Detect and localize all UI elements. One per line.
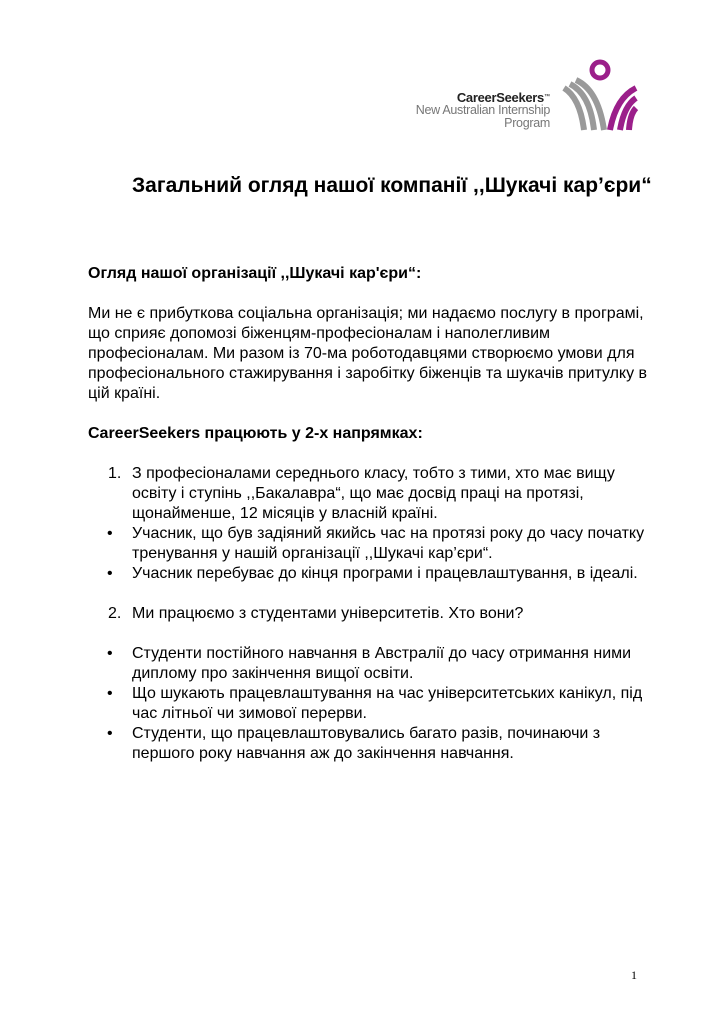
logo-line-2: Program: [504, 116, 550, 130]
bullet-icon: •: [107, 645, 113, 662]
list-item-text: Учасник перебуває до кінця програми і працевлаштування, в ідеалі.: [132, 565, 638, 582]
numbered-item-2: [88, 604, 648, 624]
bullet-icon: •: [107, 565, 113, 582]
logo-arc-purple-3: [629, 108, 636, 130]
bullet-item: [88, 524, 648, 564]
logo-head-ring: [592, 62, 608, 78]
list-item-text: Студенти, що працевлаштовувались багато разів, починаючи з першого року навчання аж до закінчення навчання.: [132, 725, 601, 762]
logo-brand: CareerSeekers: [456, 90, 544, 105]
list-item-text: Учасник, що був задіяний якийсь час на протязі року до часу початку тренування у нашій організації ,,Шукачі кар’єри“.: [132, 525, 645, 562]
list-item-text: Студенти постійного навчання в Австралії до часу отримання ними диплому про закінчення вищої освіти.: [132, 645, 632, 682]
numbered-item-1: [88, 464, 648, 524]
list-number: 1.: [108, 465, 122, 482]
overview-paragraph: Ми не є прибуткова соціальна організація; ми надаємо послугу в програмі, що сприяє допомозі біженцям-професіоналам і наполегливим професіоналам. Ми разом із 70-ма роботодавцями створюємо умови для професіонального стажирування і заробітку біженців та шукачів притулку в цій країні.: [88, 305, 648, 402]
logo-trademark: ™: [544, 94, 550, 100]
bullet-item: [88, 724, 648, 764]
list-item-text: Ми працюємо з студентами університетів. Хто вони?: [132, 605, 524, 622]
page-number: 1: [631, 968, 637, 982]
logo-line-1: New Australian Internship: [415, 103, 550, 117]
overview-heading: Огляд нашої організації ,,Шукачі кар'єри“:: [88, 265, 422, 282]
document-body: [88, 264, 648, 764]
bullet-item: [88, 564, 648, 584]
list-item-text: З професіоналами середнього класу, тобто з тими, хто має вищу освіту і ступінь ,,Бакалавра“, що має досвід праці на протязі, щонайменше, 12 місяців у власній країні.: [132, 465, 615, 522]
logo-wordmark: [390, 91, 550, 130]
bullet-item: [88, 644, 648, 684]
people-arcs-icon: [560, 58, 640, 133]
careerseekers-logo: [390, 58, 640, 133]
page-title: Загальний огляд нашої компанії ,,Шукачі кар’єри“: [132, 174, 652, 197]
bullet-icon: •: [107, 725, 113, 742]
list-item-text: Що шукають працевлаштування на час університетських канікул, під час літньої чи зимової перерви.: [132, 685, 643, 722]
bullet-icon: •: [107, 685, 113, 702]
list-number: 2.: [108, 605, 122, 622]
bullet-item: [88, 684, 648, 724]
bullet-icon: •: [107, 525, 113, 542]
directions-heading: CareerSeekers працюють у 2-х напрямках:: [88, 425, 423, 442]
